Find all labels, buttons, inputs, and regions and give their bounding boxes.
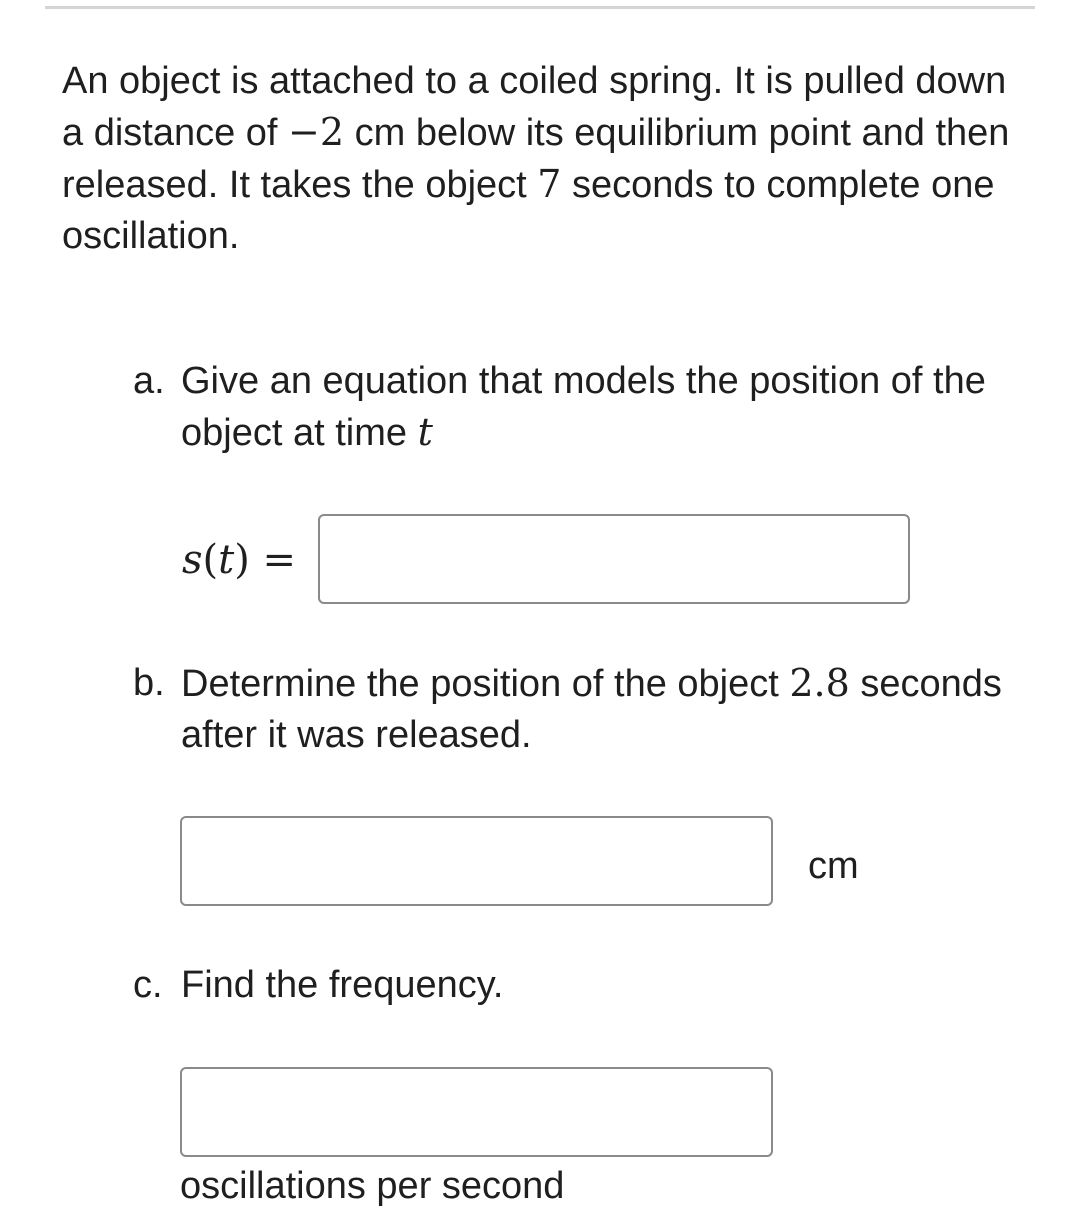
time-value: 2.8	[789, 661, 850, 705]
equals-sign: =	[249, 537, 297, 583]
part-c-question: Find the frequency.	[181, 964, 504, 1006]
part-b-question-1: Determine the position of the object	[181, 663, 790, 705]
function-argument: t	[218, 537, 235, 583]
paren-close: )	[234, 537, 250, 583]
part-c-letter: c.	[133, 964, 163, 1006]
part-b-prompt	[133, 658, 1013, 761]
function-label	[182, 532, 296, 588]
frequency-unit-label: oscillations per second	[180, 1165, 565, 1207]
part-a-text	[181, 356, 1013, 459]
paren-open: (	[202, 537, 219, 583]
part-a-letter: a.	[133, 360, 165, 402]
function-name: s	[182, 537, 203, 583]
part-c-prompt	[133, 960, 1013, 1011]
intro-text-1: An object is attached to a coiled spring. It is pulled down a distance of	[62, 60, 1007, 154]
position-answer-input[interactable]	[180, 816, 773, 906]
part-a-prompt	[133, 356, 1013, 459]
distance-value: −2	[288, 110, 345, 154]
frequency-answer-input[interactable]	[180, 1067, 773, 1157]
top-divider	[45, 6, 1035, 9]
time-variable: t	[417, 410, 433, 454]
intro-text-2: cm below its equilibrium point and then released. It takes the object	[62, 112, 1010, 206]
part-b-question-2: seconds after it was released.	[181, 663, 1002, 756]
part-a-question: Give an equation that models the position of the object at time	[181, 360, 986, 454]
problem-statement	[62, 56, 1022, 262]
equation-answer-input[interactable]	[318, 514, 910, 604]
part-b-letter: b.	[133, 662, 165, 704]
intro-text-3: seconds to complete one oscillation.	[62, 164, 995, 257]
period-value: 7	[537, 162, 562, 206]
position-unit-label: cm	[808, 845, 859, 887]
part-b-text	[181, 658, 1013, 761]
